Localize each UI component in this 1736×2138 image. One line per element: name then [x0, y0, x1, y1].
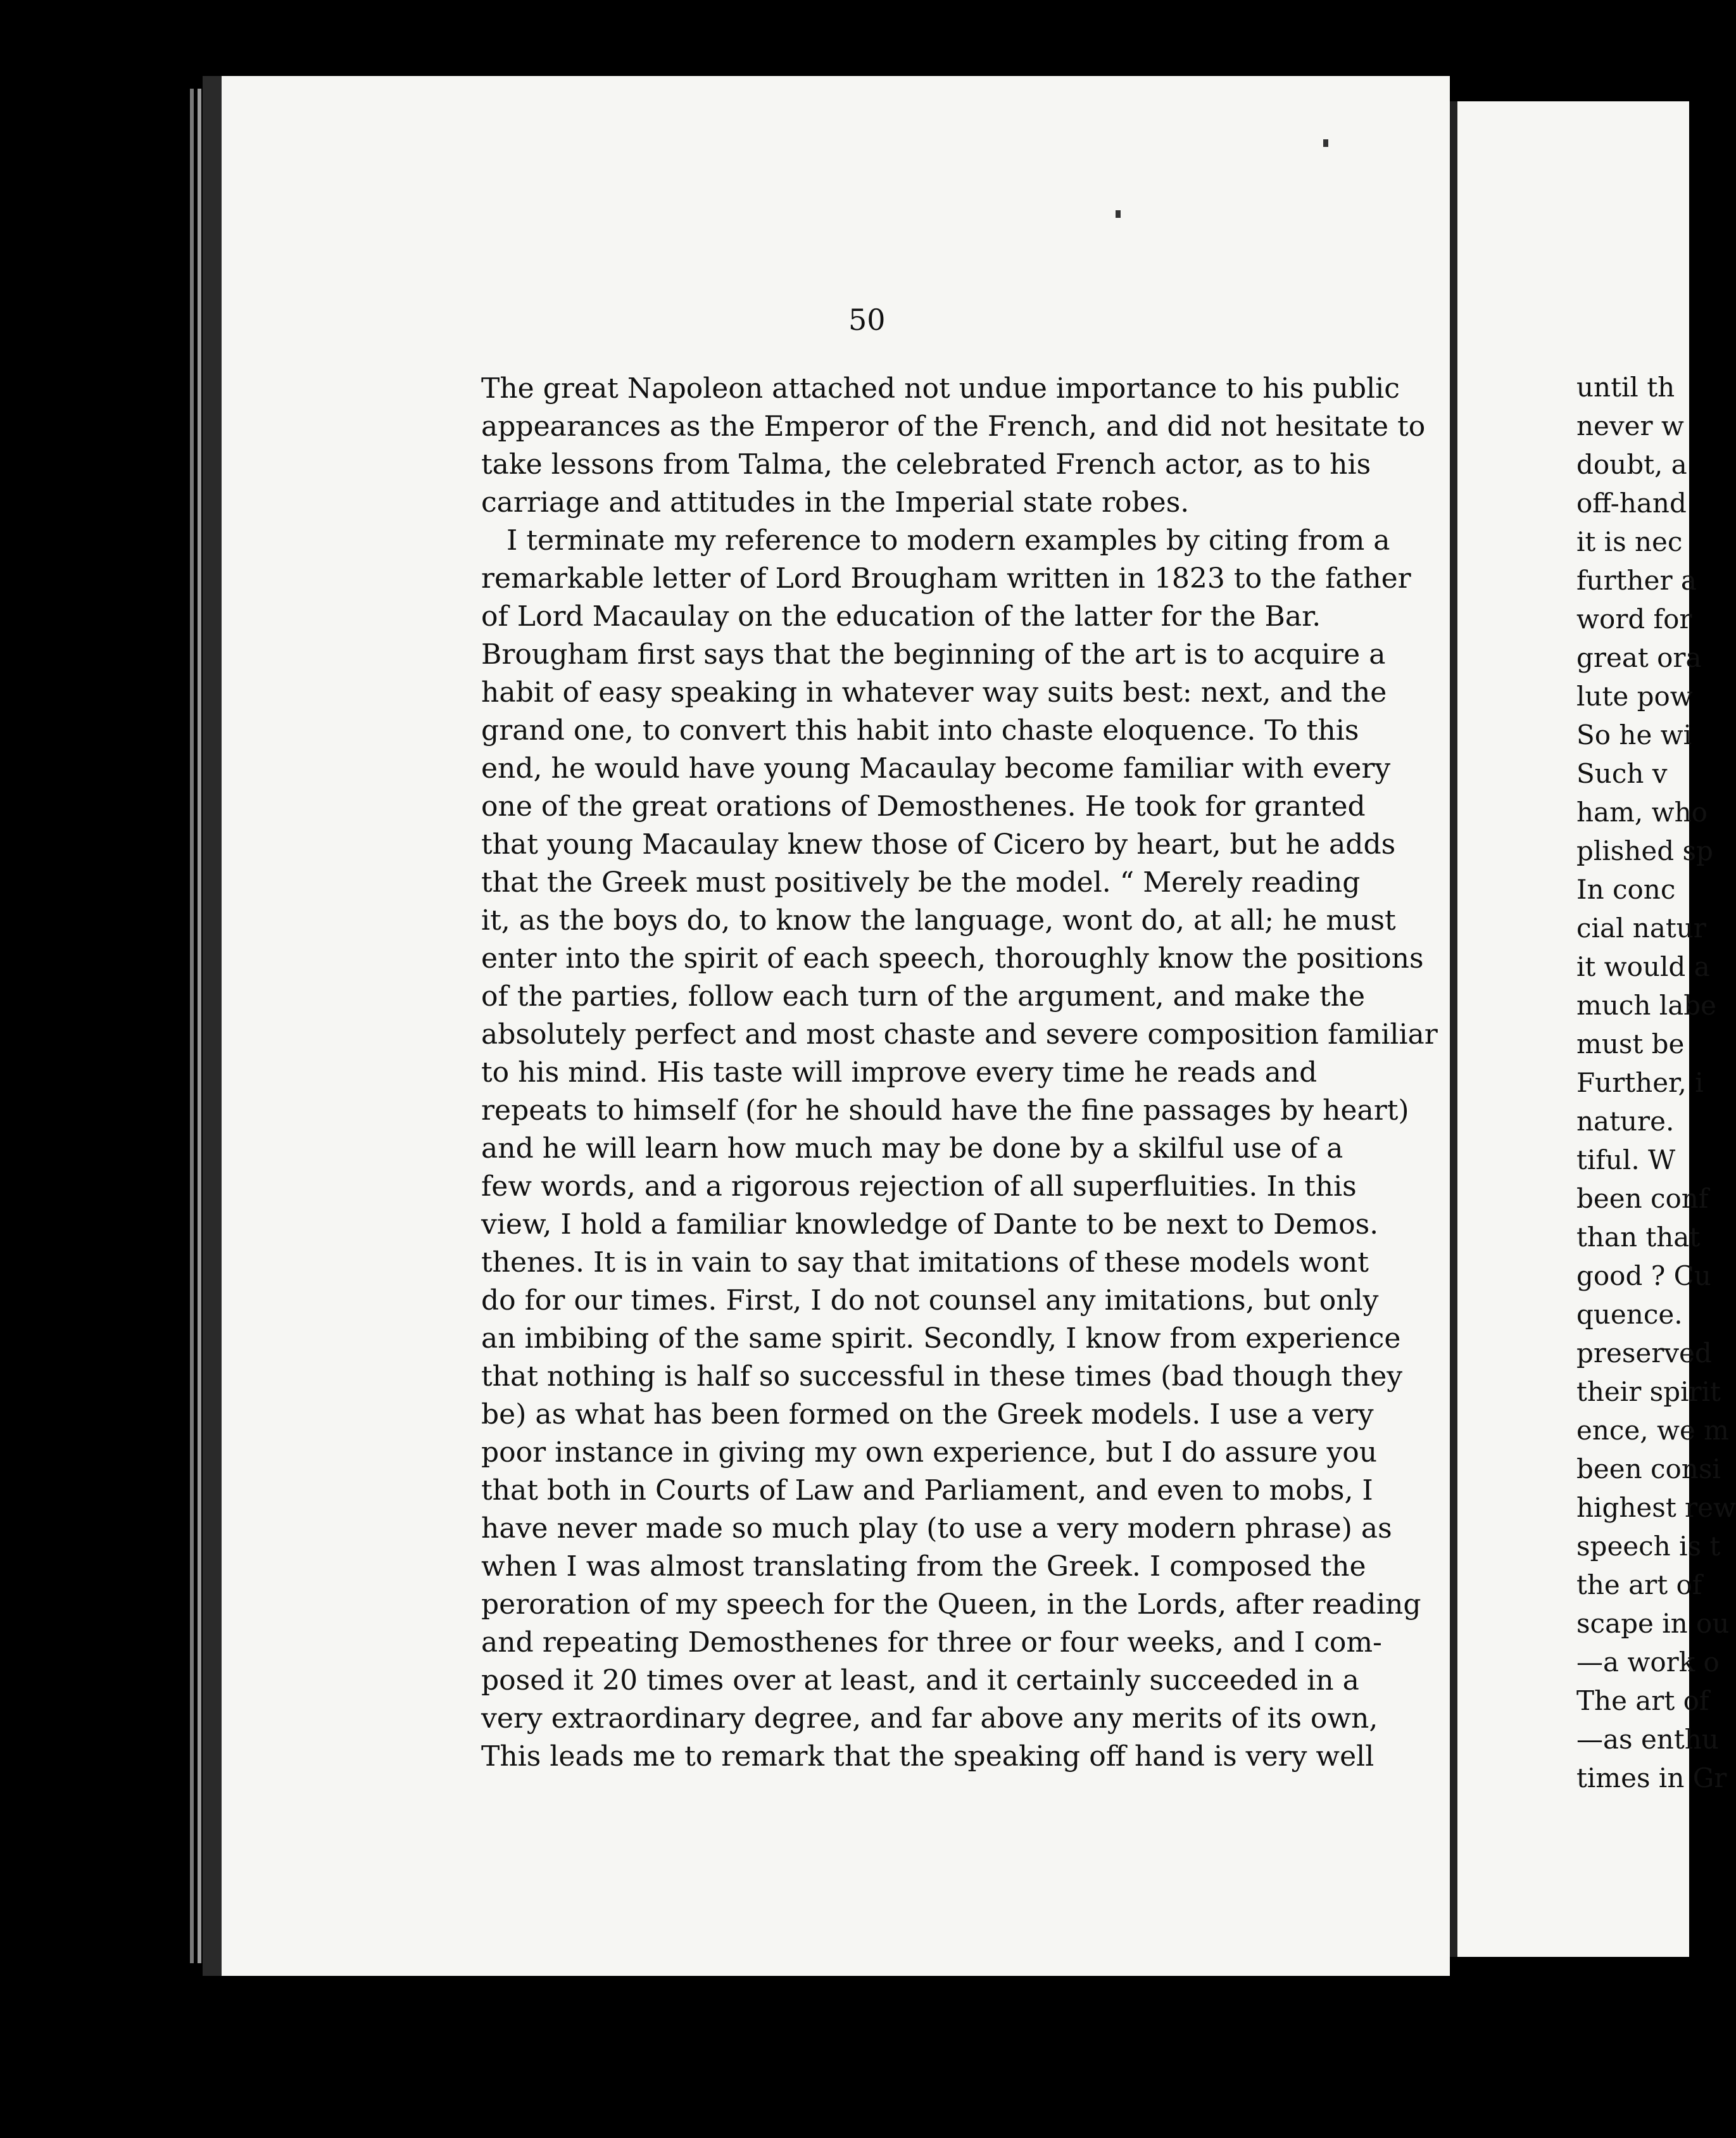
text-line: one of the great orations of Demosthenes. He took for granted [481, 790, 1366, 823]
text-line: that both in Courts of Law and Parliament, and even to mobs, I [481, 1474, 1373, 1507]
text-line: that young Macaulay knew those of Cicero by heart, but he adds [481, 828, 1396, 861]
right-page-text [1576, 372, 1736, 1841]
text-line: good ? Cu [1576, 1260, 1711, 1291]
text-line: absolutely perfect and most chaste and severe composition familiar [481, 1018, 1438, 1051]
text-line: —a work o [1576, 1647, 1720, 1678]
text-line: This leads me to remark that the speaking off hand is very well [481, 1740, 1374, 1773]
text-line: been consi [1576, 1453, 1721, 1484]
text-line: highest rew [1576, 1492, 1736, 1523]
text-line: So he wi [1576, 719, 1692, 750]
text-line: their spirit [1576, 1376, 1721, 1407]
text-line: been conf [1576, 1183, 1709, 1214]
text-line: doubt, a [1576, 449, 1687, 480]
text-line: that nothing is half so successful in these times (bad though they [481, 1360, 1403, 1393]
text-line: lute pow [1576, 681, 1693, 712]
text-line: of the parties, follow each turn of the argument, and make the [481, 980, 1366, 1013]
text-line: repeats to himself (for he should have the fine passages by heart) [481, 1094, 1409, 1127]
left-page-text [481, 372, 1438, 1996]
text-line: poor instance in giving my own experience, but I do assure you [481, 1436, 1378, 1469]
text-line: very extraordinary degree, and far above any merits of its own, [481, 1702, 1378, 1735]
text-line: that the Greek must positively be the model. “ Merely reading [481, 866, 1361, 899]
text-line: much labe [1576, 990, 1717, 1021]
text-line: thenes. It is in vain to say that imitations of these models wont [481, 1246, 1369, 1279]
text-line: an imbibing of the same spirit. Secondly, I know from experience [481, 1322, 1401, 1355]
text-line: In conc [1576, 874, 1676, 905]
text-line: word for [1576, 604, 1692, 635]
text-line: I terminate my reference to modern examples by citing from a [506, 524, 1390, 557]
text-line: enter into the spirit of each speech, thoroughly know the positions [481, 942, 1424, 975]
text-line: Such v [1576, 758, 1668, 789]
text-line: and repeating Demosthenes for three or four weeks, and I com- [481, 1626, 1382, 1659]
text-line: tiful. W [1576, 1144, 1676, 1175]
text-line: it, as the boys do, to know the language, wont do, at all; he must [481, 904, 1396, 937]
text-line: it would a [1576, 951, 1710, 982]
text-line: great ora [1576, 642, 1702, 673]
text-line: ence, we m [1576, 1415, 1729, 1446]
text-line: never w [1576, 410, 1684, 441]
text-line: to his mind. His taste will improve every time he reads and [481, 1056, 1318, 1089]
text-line: of Lord Macaulay on the education of the latter for the Bar. [481, 600, 1321, 633]
text-line: and he will learn how much may be done by a skilful use of a [481, 1132, 1343, 1165]
text-line: must be [1576, 1028, 1685, 1060]
text-line: ham, who [1576, 797, 1708, 828]
text-line: it is nec [1576, 526, 1683, 557]
text-line: nature. [1576, 1106, 1675, 1137]
text-line: Further, i [1576, 1067, 1704, 1098]
text-line: cial natur [1576, 913, 1706, 944]
text-line: until th [1576, 372, 1675, 403]
text-line: habit of easy speaking in whatever way suits best: next, and the [481, 676, 1387, 709]
text-line: appearances as the Emperor of the French, and did not hesitate to [481, 410, 1426, 443]
text-line: carriage and attitudes in the Imperial state robes. [481, 486, 1190, 519]
text-line: be) as what has been formed on the Greek models. I use a very [481, 1398, 1374, 1431]
text-line: posed it 20 times over at least, and it certainly succeeded in a [481, 1664, 1359, 1697]
page-edge-stack [198, 89, 201, 1963]
text-line: The art of [1576, 1685, 1709, 1716]
text-line: few words, and a rigorous rejection of all superfluities. In this [481, 1170, 1357, 1203]
text-line: —as enthu [1576, 1724, 1719, 1755]
text-line: plished sp [1576, 835, 1713, 866]
text-line: scape in ou [1576, 1608, 1730, 1639]
text-line: off-hand [1576, 488, 1687, 519]
text-line: take lessons from Talma, the celebrated French actor, as to his [481, 448, 1371, 481]
text-line: peroration of my speech for the Queen, in the Lords, after reading [481, 1588, 1421, 1621]
text-line: times in Gr [1576, 1762, 1727, 1793]
text-line: end, he would have young Macaulay become familiar with every [481, 752, 1391, 785]
text-line: than that [1576, 1222, 1701, 1253]
text-line: grand one, to convert this habit into chaste eloquence. To this [481, 714, 1359, 747]
text-line: preserved [1576, 1338, 1712, 1369]
printer-mark [1323, 139, 1328, 147]
text-line: do for our times. First, I do not counsel any imitations, but only [481, 1284, 1379, 1317]
text-line: The great Napoleon attached not undue importance to his public [481, 372, 1400, 405]
text-line: remarkable letter of Lord Brougham written in 1823 to the father [481, 562, 1411, 595]
text-line: Brougham first says that the beginning of the art is to acquire a [481, 638, 1386, 671]
text-line: speech is t [1576, 1531, 1721, 1562]
printer-mark [1116, 210, 1121, 218]
text-line: further a [1576, 565, 1697, 596]
page-number: 50 [848, 303, 886, 337]
text-line: view, I hold a familiar knowledge of Dante to be next to Demos. [481, 1208, 1379, 1241]
text-line: when I was almost translating from the Greek. I composed the [481, 1550, 1366, 1583]
text-line: have never made so much play (to use a very modern phrase) as [481, 1512, 1392, 1545]
text-line: the art of [1576, 1569, 1702, 1600]
text-line: quence. [1576, 1299, 1683, 1330]
page-edge-stack [190, 89, 194, 1963]
